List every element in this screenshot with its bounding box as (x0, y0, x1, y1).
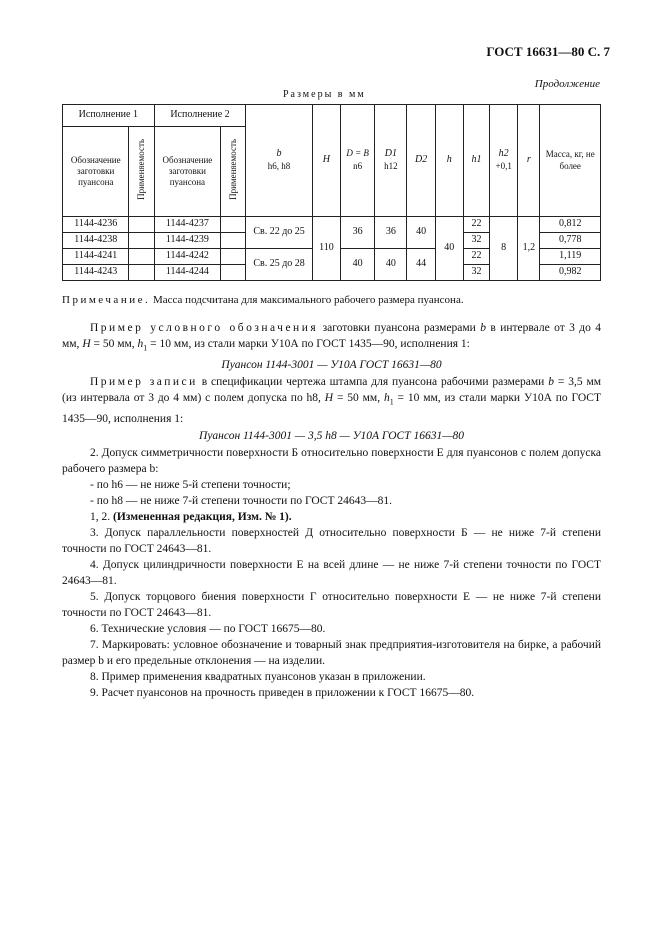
table-cell: 8 (490, 217, 518, 281)
group-1-header: Исполнение 1 (63, 105, 155, 127)
paragraph-5: 5. Допуск торцового биения поверхности Г относительно поверхности Е — не ниже 7-й степени точности по ГОСТ 24643—81. (62, 590, 601, 619)
example-designation: Пример условного обозначения заготовки пуансона размерами b в интервале от 3 до 4 мм, H = 50 мм, $h_1 = 10$ мм, из стали марки У10А по ГОСТ 1435—90, исполнения 1: (62, 322, 601, 353)
col-mass-header: Масса, кг, не более (540, 105, 601, 217)
table-cell: 1,119 (540, 249, 601, 265)
formula-1: Пуансон 1144-3001 — У10А ГОСТ 16631—80 (221, 359, 442, 372)
col-designation-2: Обозначение заготовки пуансона (154, 127, 220, 217)
table-cell: 1144-4243 (63, 265, 129, 281)
col-h-header: h (435, 105, 463, 217)
dimensions-table (62, 104, 601, 281)
col-b-header: b h6, h8 (246, 105, 312, 217)
col-H-header: H (312, 105, 340, 217)
paragraph-8: 8. Пример применения квадратных пуансонов указан в приложении. (90, 670, 426, 683)
amendment-note: 1, 2. (Измененная редакция, Изм. № 1). (90, 510, 292, 523)
table-cell: 40 (435, 217, 463, 281)
paragraph-2: 2. Допуск симметричности поверхности Б относительно поверхности Е для пуансонов с полем допуска рабочего размера b: (62, 446, 601, 475)
col-h2-header: h2 +0,1 (490, 105, 518, 217)
continued-label: Продолжение (534, 78, 600, 90)
col-r-header: r (518, 105, 540, 217)
table-cell: 22 (463, 249, 489, 265)
col-D1-header: D1 h12 (375, 105, 407, 217)
col-applicability-2: Применяемость (221, 127, 246, 217)
col-designation-1: Обозначение заготовки пуансона (63, 127, 129, 217)
paragraph-4: 4. Допуск цилиндричности поверхности Е на всей длине — не ниже 7-й степени точности по ГОСТ 24643—81. (62, 558, 601, 587)
page-header: ГОСТ 16631—80 С. 7 (486, 44, 610, 59)
table-cell: 1144-4237 (154, 217, 220, 233)
note: Примечание. Масса подсчитана для максимального рабочего размера пуансона. (62, 294, 464, 306)
table-cell: 44 (407, 249, 435, 281)
table-cell: 40 (341, 249, 375, 281)
col-DB-header: D = B n6 (341, 105, 375, 217)
formula-2: Пуансон 1144-3001 — 3,5 h8 — У10А ГОСТ 16631—80 (199, 429, 464, 442)
table-cell: 1144-4239 (154, 233, 220, 249)
table-cell: 36 (341, 217, 375, 249)
col-h1-header: h1 (463, 105, 489, 217)
table-cell: 1,2 (518, 217, 540, 281)
table-cell: 0,982 (540, 265, 601, 281)
table-cell: 32 (463, 265, 489, 281)
paragraph-9: 9. Расчет пуансонов на прочность приведен в приложении к ГОСТ 16675—80. (90, 686, 475, 699)
group-2-header: Исполнение 2 (154, 105, 246, 127)
paragraph-3: 3. Допуск параллельности поверхностей Д относительно поверхности Б — не ниже 7-й степени точности по ГОСТ 24643—81. (62, 526, 601, 555)
paragraph-2a: - по h6 — не ниже 5-й степени точности; (90, 478, 291, 491)
table-cell: 1144-4244 (154, 265, 220, 281)
paragraph-6: 6. Технические условия — по ГОСТ 16675—80. (90, 622, 326, 635)
col-applicability-1: Применяемость (129, 127, 154, 217)
table-cell: 32 (463, 233, 489, 249)
table-caption: Размеры в мм (283, 89, 366, 100)
table-cell: 40 (407, 217, 435, 249)
paragraph-7: 7. Маркировать: условное обозначение и товарный знак предприятия-изготовителя на бирке, а рабочий размер b и его предельные отклонения — на изделии. (62, 638, 601, 667)
table-cell: 110 (312, 217, 340, 281)
table-cell: 1144-4242 (154, 249, 220, 265)
table-cell: 40 (375, 249, 407, 281)
table-cell: 0,778 (540, 233, 601, 249)
example-record: Пример записи в спецификации чертежа штампа для пуансона рабочими размерами b = 3,5 мм (из интервала от 3 до 4 мм) с полем допуска по h8, H = 50 мм, $h_1 = 10$ мм, из стали марки У10А по ГОСТ 1435—90, исполнения 1: (62, 376, 602, 425)
table-cell: Св. 25 до 28 (246, 249, 312, 281)
table-cell: 1144-4241 (63, 249, 129, 265)
table-cell: 22 (463, 217, 489, 233)
table-cell: 1144-4238 (63, 233, 129, 249)
table-cell: 1144-4236 (63, 217, 129, 233)
table-cell: 0,812 (540, 217, 601, 233)
table-cell: Св. 22 до 25 (246, 217, 312, 249)
table-cell: 36 (375, 217, 407, 249)
body-text (62, 320, 601, 701)
col-D2-header: D2 (407, 105, 435, 217)
paragraph-2b: - по h8 — не ниже 7-й степени точности по ГОСТ 24643—81. (90, 494, 392, 507)
